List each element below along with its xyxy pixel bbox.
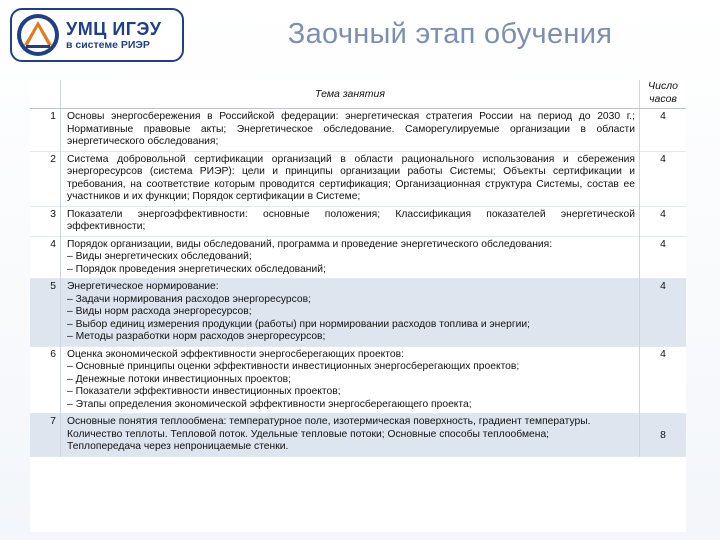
row-number: 4 (30, 236, 61, 279)
topic-line: – Методы разработки норм расходов энергоресурсов; (67, 331, 326, 342)
row-topic (61, 206, 640, 236)
row-topic (61, 151, 640, 206)
topic-line: – Виды норм расхода энергоресурсов; (67, 306, 252, 317)
topic-line: – Основные принципы оценки эффективности инвестиционных энергосберегающих проектов; (67, 361, 520, 372)
umc-logo-icon (14, 11, 62, 59)
table-row (30, 151, 686, 206)
table-row (30, 414, 686, 457)
row-hours: 8 (640, 414, 687, 457)
row-hours: 4 (640, 346, 687, 414)
header-topic: Тема занятия (61, 80, 640, 109)
row-topic (61, 346, 640, 414)
topic-line: – Порядок проведения энергетических обследований; (67, 263, 326, 275)
row-number: 7 (30, 414, 61, 457)
row-number: 1 (30, 109, 61, 152)
table-row (30, 109, 686, 152)
header-hours-line1: Число (648, 80, 678, 92)
row-hours: 4 (640, 206, 687, 236)
topic-line: Энергетическое нормирование: (67, 281, 219, 292)
header-number-cell (30, 80, 61, 109)
topic-line: Оценка экономической эффективности энергосберегающих проектов: (67, 348, 404, 360)
logo-badge (10, 8, 184, 62)
row-number: 6 (30, 346, 61, 414)
row-topic (61, 414, 640, 457)
topic-line: – Этапы определения экономической эффективности энергосберегающего проекта; (67, 398, 472, 410)
table-row (30, 206, 686, 236)
row-number: 2 (30, 151, 61, 206)
row-number: 5 (30, 279, 61, 347)
table-row (30, 279, 686, 347)
logo-title: УМЦ ИГЭУ (66, 18, 162, 39)
row-hours: 4 (640, 279, 687, 347)
topic-line: Основы энергосбережения в Российской федерации: энергетическая стратегия России на период до 2030 г.; Нормативные правовые акты; Энергетическое обследование. Саморегулируемые организации в области энергетического обследования; (67, 111, 635, 147)
topic-line: Система добровольной сертификации организаций в области рационального использования и сбережения энергоресурсов (система РИЭР): цели и принципы организации работы Системы; Объекты сертификации и требования, на соответствие которым проводится сертификация; Организационная структура Системы, состав ее участников и их функции; Порядок сертификации в Системе; (67, 153, 635, 202)
page-title: Заочный этап обучения (287, 18, 613, 50)
curriculum-table (30, 80, 686, 457)
row-topic (61, 109, 640, 152)
header-hours (640, 80, 687, 109)
topic-line: – Показатели эффективности инвестиционных проектов; (67, 386, 341, 397)
row-topic (61, 279, 640, 347)
topic-line: Теплопередача через непроницаемые стенки. (67, 441, 289, 452)
table-row (30, 346, 686, 414)
row-number: 3 (30, 206, 61, 236)
topic-line: Показатели энергоэффективности: основные положения; Классификация показателей энергетической эффективности; (67, 208, 635, 232)
curriculum-table-wrapper (30, 80, 686, 532)
row-hours: 4 (640, 236, 687, 279)
row-hours: 4 (640, 109, 687, 152)
topic-line: Основные понятия теплообмена: температурное поле, изотермическая поверхность, градиент температуры. (67, 416, 591, 427)
topic-line: Количество теплоты. Тепловой поток. Удельные тепловые потоки; Основные способы теплообмена; (67, 428, 550, 440)
table-header-row (30, 80, 686, 109)
topic-line: – Выбор единиц измерения продукции (работы) при нормировании расходов топлива и энергии; (67, 318, 530, 330)
topic-line: Порядок организации, виды обследований, программа и проведение энергетического обследования: (67, 238, 553, 250)
row-hours: 4 (640, 151, 687, 206)
topic-line: – Задачи нормирования расходов энергоресурсов; (67, 293, 311, 305)
topic-line: – Денежные потоки инвестиционных проектов; (67, 373, 291, 385)
topic-line: – Виды энергетических обследований; (67, 251, 252, 262)
header-hours-line2: часов (649, 93, 677, 105)
logo-subtitle: в системе РИЭР (66, 39, 150, 52)
row-topic (61, 236, 640, 279)
table-row (30, 236, 686, 279)
